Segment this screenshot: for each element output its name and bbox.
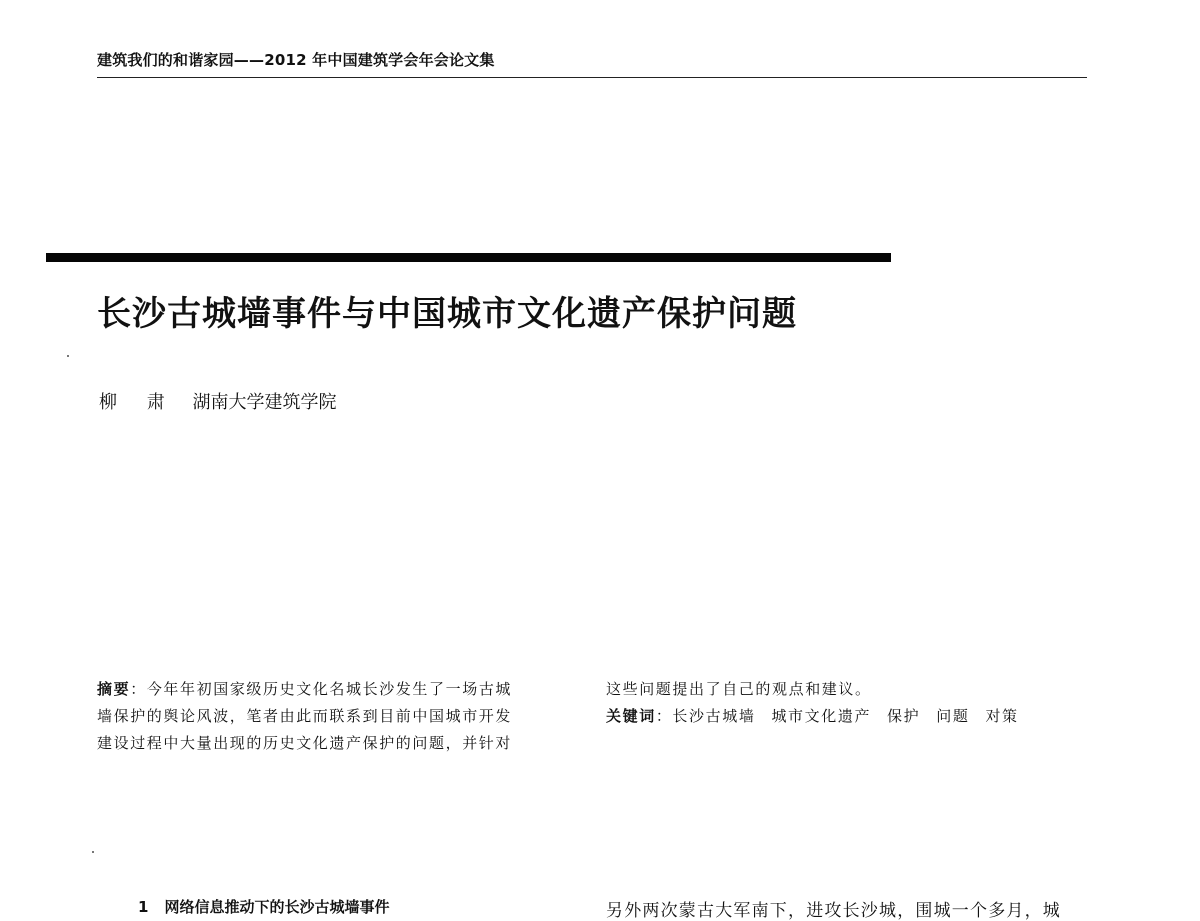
paper-title: 长沙古城墙事件与中国城市文化遗产保护问题 [97, 294, 797, 334]
keyword-item: 城市文化遗产 [771, 707, 872, 725]
abstract-separator: ： [130, 680, 147, 698]
section-heading [138, 896, 389, 917]
author-affiliation: 湖南大学建筑学院 [192, 392, 337, 413]
keywords-label: 关键词 [606, 707, 656, 725]
body-text-line: 另外两次蒙古大军南下，进攻长沙城，围城一个多月，城 [606, 901, 1061, 921]
abstract-text: 今年年初国家级历史文化名城长沙发生了一场古城 [146, 680, 513, 698]
byline [99, 392, 336, 414]
abstract [97, 676, 582, 757]
header-rule [97, 77, 1087, 78]
title-bar [46, 253, 891, 262]
running-header: 建筑我们的和谐家园——2012 年中国建筑学会年会论文集 [97, 51, 495, 69]
keyword-item: 问题 [936, 707, 970, 725]
abstract-line: 这些问题提出了自己的观点和建议。 [606, 680, 872, 698]
keyword-item: 长沙古城墙 [672, 707, 756, 725]
abstract-line: 建设过程中大量出现的历史文化遗产保护的问题，并针对 [97, 734, 513, 752]
keyword-item: 对策 [985, 707, 1019, 725]
keyword-item: 保护 [887, 707, 921, 725]
keywords [606, 703, 1096, 730]
abstract-continuation-and-keywords [606, 676, 1096, 730]
scan-speck [67, 355, 69, 357]
section-title: 网络信息推动下的长沙古城墙事件 [164, 898, 390, 916]
keywords-separator: ： [655, 707, 673, 725]
abstract-line [97, 676, 582, 703]
author-name: 柳 肃 [99, 392, 177, 413]
scan-speck [92, 851, 94, 853]
abstract-line: 墙保护的舆论风波，笔者由此而联系到目前中国城市开发 [97, 707, 513, 725]
section-number: 1 [138, 898, 149, 916]
abstract-label: 摘要 [97, 680, 131, 698]
